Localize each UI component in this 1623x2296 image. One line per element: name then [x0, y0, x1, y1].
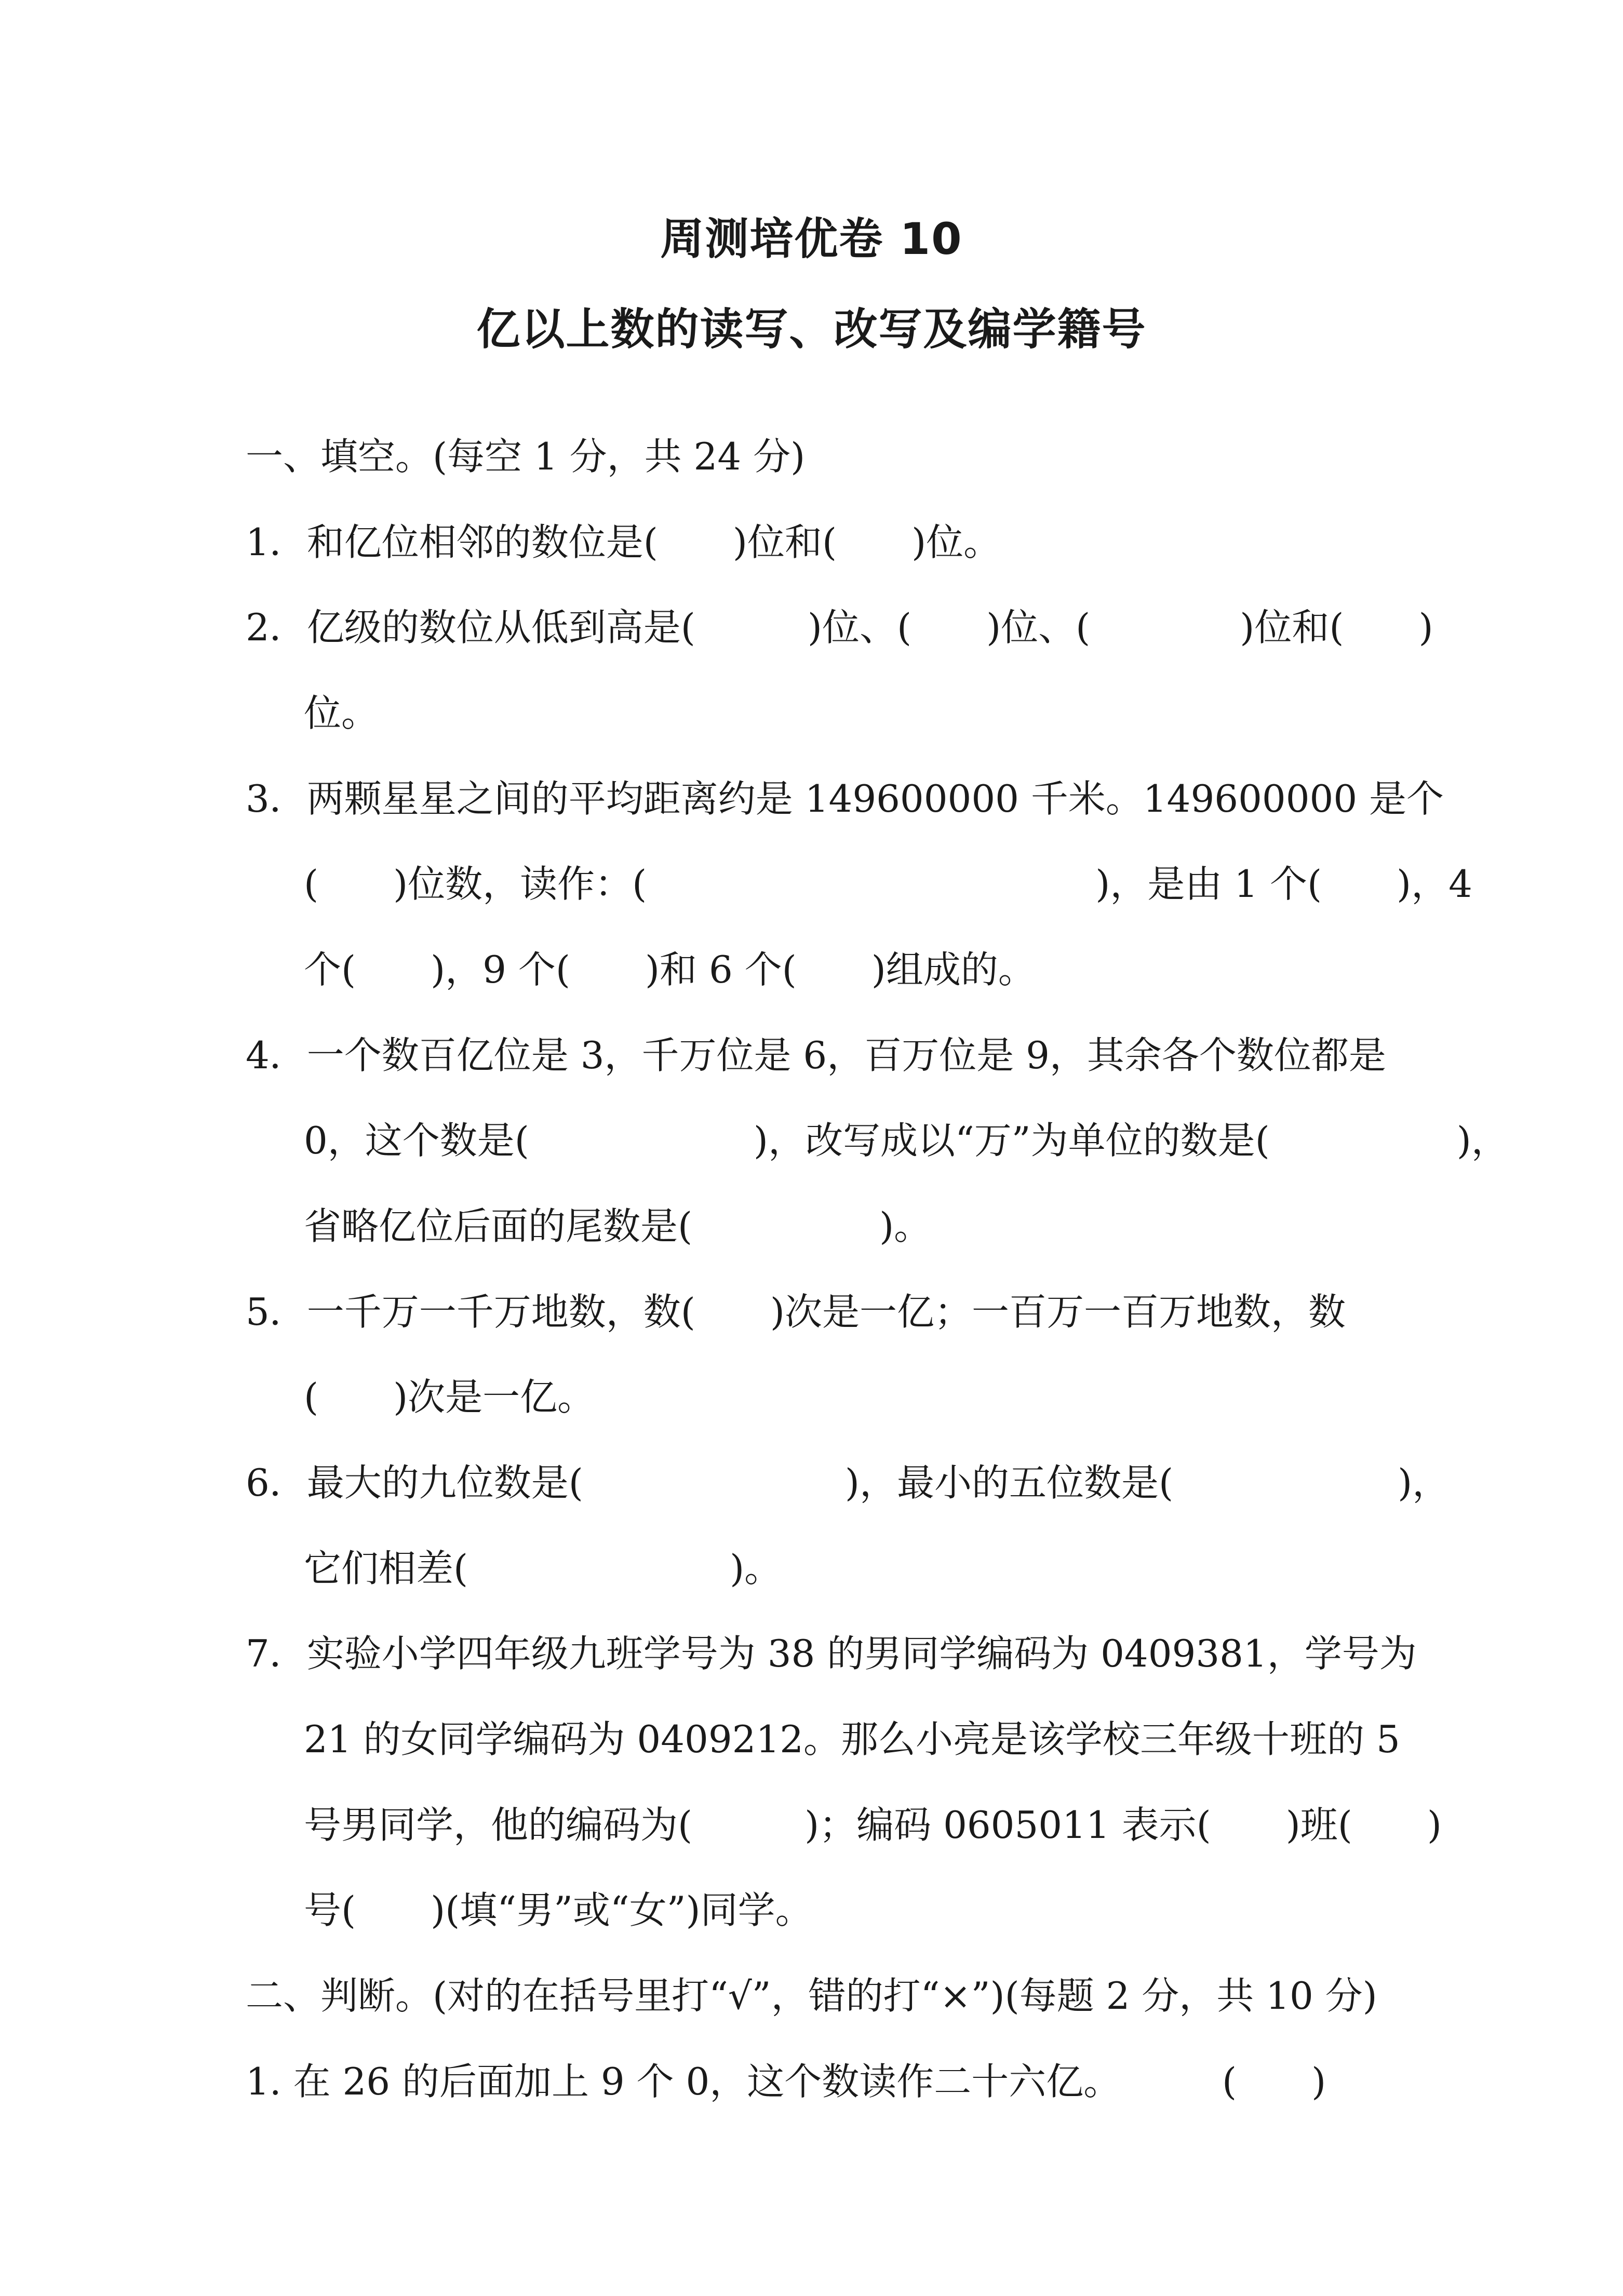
page-subtitle: 亿以上数的读写、改写及编学籍号	[476, 304, 1147, 355]
question-4-line-3: 省略亿位后面的尾数是( )。	[304, 1204, 932, 1248]
question-3-line-1: 3．两颗星星之间的平均距离约是 149600000 千米。149600000 是个	[246, 777, 1444, 821]
judge-question-1	[246, 2060, 1400, 2103]
judge-question-1-text: 1. 在 26 的后面加上 9 个 0，这个数读作二十六亿。	[246, 2060, 1121, 2103]
question-5-line-2: ( )次是一亿。	[304, 1375, 595, 1419]
question-6-line-2: 它们相差( )。	[304, 1547, 782, 1590]
question-7-line-3: 号男同学，他的编码为( )；编码 0605011 表示( )班( )	[304, 1803, 1442, 1847]
judge-answer-blank[interactable]: ( )	[1222, 2060, 1326, 2103]
question-6-line-1: 6．最大的九位数是( )，最小的五位数是( )，	[246, 1461, 1450, 1505]
question-3-line-3: 个( )，9 个( )和 6 个( )组成的。	[304, 948, 1036, 991]
question-7-line-1: 7．实验小学四年级九班学号为 38 的男同学编码为 0409381，学号为	[246, 1632, 1417, 1675]
question-7-line-2: 21 的女同学编码为 0409212。那么小亮是该学校三年级十班的 5	[304, 1717, 1400, 1761]
section-1-heading: 一、填空。(每空 1 分，共 24 分)	[246, 435, 806, 478]
section-2-heading: 二、判断。(对的在括号里打“√”，错的打“×”)(每题 2 分，共 10 分)	[246, 1974, 1377, 2018]
question-5-line-1: 5．一千万一千万地数，数( )次是一亿；一百万一百万地数，数	[246, 1290, 1346, 1334]
question-2-line-1: 2．亿级的数位从低到高是( )位、( )位、( )位和( )	[246, 606, 1433, 649]
question-4-line-2: 0，这个数是( )，改写成以“万”为单位的数是( )，	[304, 1119, 1509, 1162]
question-4-line-1: 4．一个数百亿位是 3，千万位是 6，百万位是 9，其余各个数位都是	[246, 1033, 1386, 1077]
question-7-line-4: 号( )(填“男”或“女”)同学。	[304, 1888, 813, 1932]
page-title: 周测培优卷 10	[660, 213, 963, 264]
question-2-line-2: 位。	[304, 691, 379, 735]
question-1: 1．和亿位相邻的数位是( )位和( )位。	[246, 520, 1001, 564]
question-3-line-2: ( )位数，读作：( )，是由 1 个( )，4	[304, 862, 1472, 906]
